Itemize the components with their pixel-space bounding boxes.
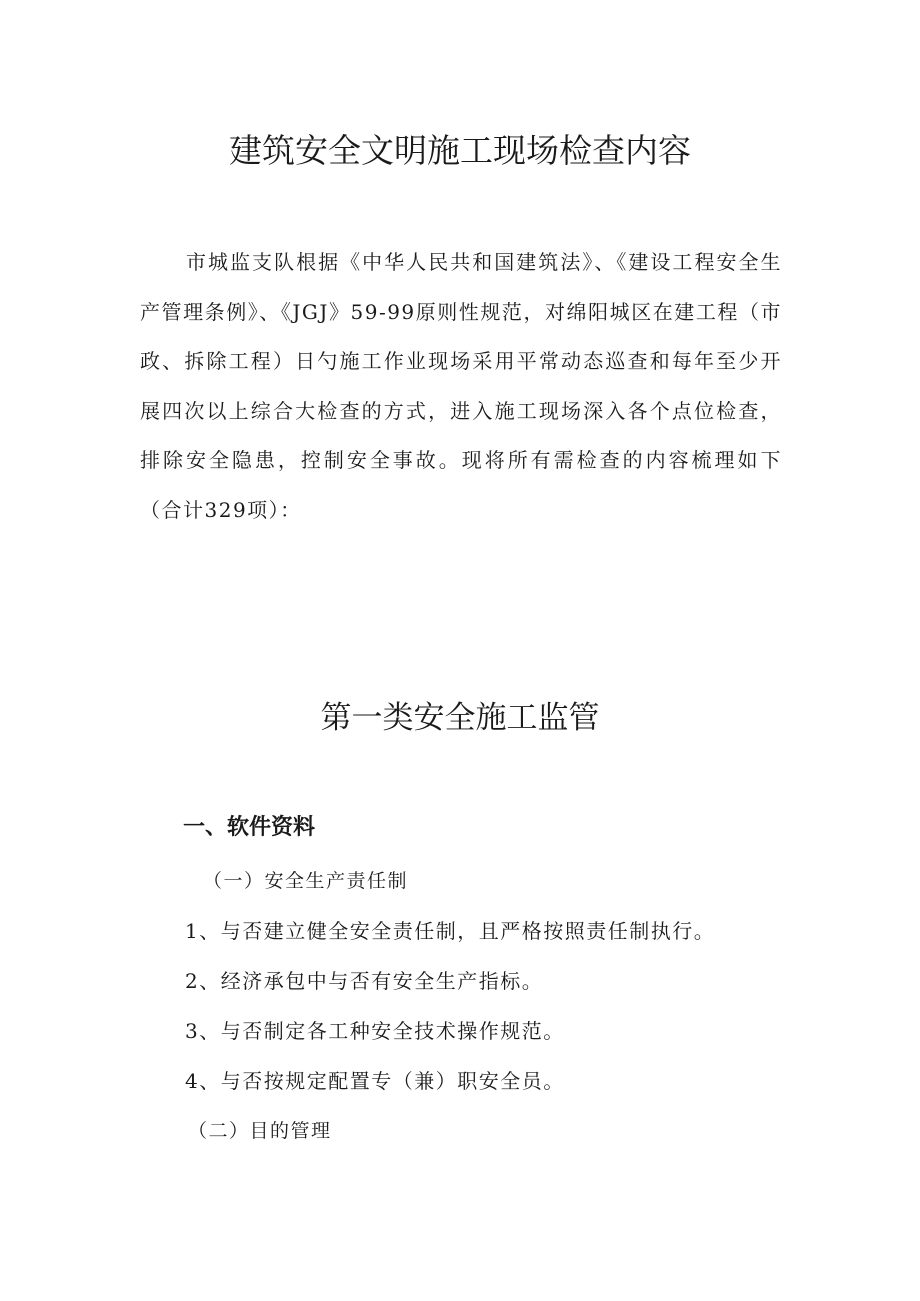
list-item: 4、与否按规定配置专（兼）职安全员。 xyxy=(185,1069,565,1093)
section-heading: 一、软件资料 xyxy=(183,815,316,840)
document-title: 建筑安全文明施工现场检查内容 xyxy=(229,131,691,170)
list-item: 1、与否建立健全安全责任制，且严格按照责任制执行。 xyxy=(185,919,716,943)
list-item: 2、经济承包中与否有安全生产指标。 xyxy=(185,969,544,993)
section-title: 第一类安全施工监管 xyxy=(320,700,600,736)
subsection-heading: （一）安全生产责任制 xyxy=(203,870,409,892)
list-item: 3、与否制定各工种安全技术操作规范。 xyxy=(185,1019,565,1043)
intro-paragraph: 市城监支队根据《中华人民共和国建筑法》、《建设工程安全生产管理条例》、《JGJ》59-99原则性规范，对绵阳城区在建工程（市政、拆除工程）日勺施工作业现场采用平常动态巡查和每年至少开展四次以上综合大检查的方式，进入施工现场深入各个点位检查，排除安全隐患，控制安全事故。现将所有需检查的内容梳理如下（合计329项）： xyxy=(140,250,782,522)
subsection-heading: （二）目的管理 xyxy=(188,1120,332,1142)
